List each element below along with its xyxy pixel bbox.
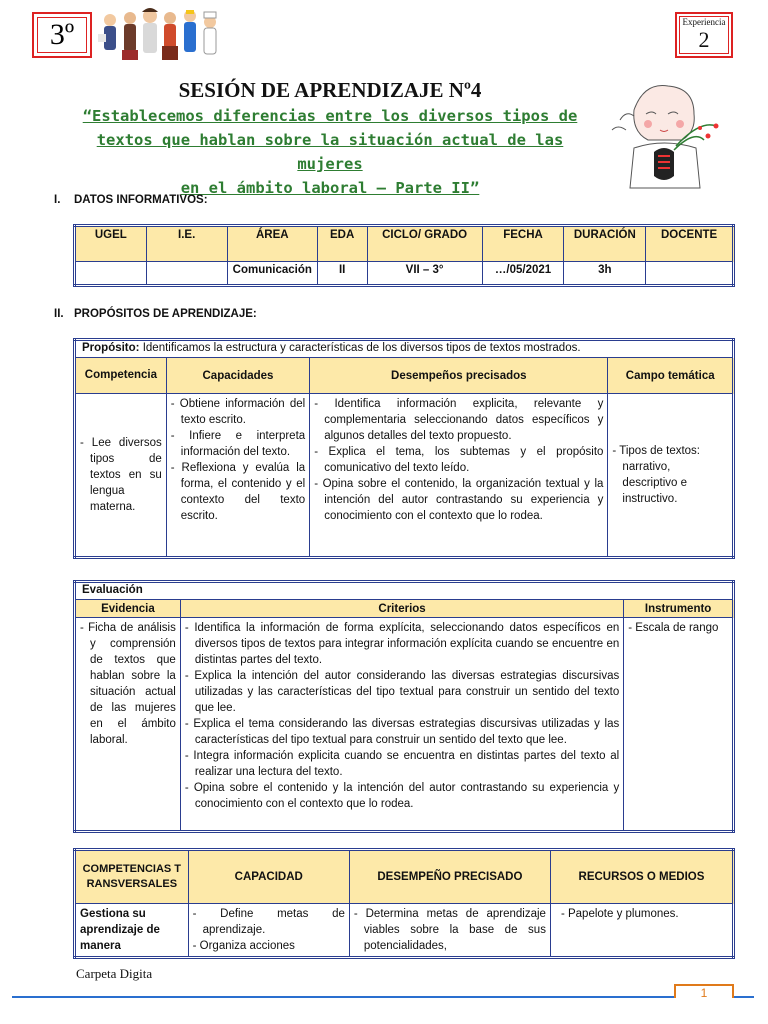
transversal-header-capacidad: CAPACIDAD bbox=[188, 850, 349, 904]
datos-header-docente: DOCENTE bbox=[646, 226, 734, 262]
list-item: - Escala de rango bbox=[628, 620, 728, 636]
footer-divider bbox=[12, 996, 754, 998]
proposito-text: Identificamos la estructura y características de los diversos tipos de textos mostrados. bbox=[142, 342, 581, 354]
list-item: - Explica el tema, los subtemas y el propósito comunicativo del texto leído. bbox=[314, 444, 603, 476]
datos-cell-docente bbox=[646, 262, 734, 286]
proposito-row bbox=[75, 340, 734, 358]
proposito-header-capacidades: Capacidades bbox=[166, 358, 309, 394]
transversal-header-desempeno: DESEMPEÑO PRECISADO bbox=[349, 850, 550, 904]
capacidades-cell bbox=[166, 394, 309, 558]
experience-number: 2 bbox=[698, 27, 710, 52]
datos-header-ugel: UGEL bbox=[75, 226, 147, 262]
grade-box bbox=[32, 12, 92, 58]
list-item: - Explica el tema considerando las diversas estrategias discursivas utilizadas y las características del tipo textual para construir un sentido del texto que lee. bbox=[185, 716, 619, 748]
list-item: - Opina sobre el contenido, la organización textual y la intención del autor contrastando su experiencia y conocimiento con el contexto que lo rodea. bbox=[314, 476, 603, 524]
evidencia-cell bbox=[75, 618, 181, 832]
list-item: - Lee diversos tipos de textos en su lengua materna. bbox=[80, 435, 162, 515]
transversal-header-competencias: COMPETENCIAS TRANSVERSALES bbox=[75, 850, 189, 904]
datos-cell-area: Comunicación bbox=[227, 262, 317, 286]
datos-cell-ie bbox=[146, 262, 227, 286]
session-subtitle bbox=[60, 104, 600, 200]
page-title: SESIÓN DE APRENDIZAJE Nº4 bbox=[178, 78, 482, 102]
datos-header-area: ÁREA bbox=[227, 226, 317, 262]
professions-illustration bbox=[96, 6, 226, 64]
list-item: - Determina metas de aprendizaje viables sobre la base de sus potencialidades, bbox=[354, 906, 546, 954]
datos-header-ciclo: CICLO/ GRADO bbox=[367, 226, 482, 262]
datos-header-ie: I.E. bbox=[146, 226, 227, 262]
criterios-cell bbox=[180, 618, 623, 832]
list-item: - Identifica información explicita, relevante y complementaria seleccionando datos específicos y algunos detalles del texto propuesto. bbox=[314, 396, 603, 444]
evaluacion-header-evidencia: Evidencia bbox=[75, 600, 181, 618]
campo-cell bbox=[608, 394, 734, 558]
transversal-desempeno-cell bbox=[349, 904, 550, 958]
list-item: - Obtiene información del texto escrito. bbox=[171, 396, 305, 428]
proposito-label: Propósito: bbox=[82, 342, 140, 354]
list-item: - Explica la intención del autor considerando las diversas estrategias discursivas utilizadas y las características del tipo textual para construir un sentido del texto que lee. bbox=[185, 668, 619, 716]
transversal-header-recursos: RECURSOS O MEDIOS bbox=[550, 850, 733, 904]
experience-box bbox=[675, 12, 733, 58]
list-item: - Papelote y plumones. bbox=[561, 906, 728, 922]
subtitle-line: textos que hablan sobre la situación actual de las mujeres bbox=[96, 131, 564, 173]
list-item: - Identifica la información de forma explícita, seleccionando datos específicos en diversos tipos de textos para integrar información explícita cuando se encuentre en distintas partes del texto. bbox=[185, 620, 619, 668]
datos-header-fecha: FECHA bbox=[482, 226, 564, 262]
list-item: - Ficha de análisis y comprensión de textos que hablan sobre la situación actual de las mujeres en el ámbito laboral. bbox=[80, 620, 176, 748]
section-propositos-heading: II. PROPÓSITOS DE APRENDIZAJE: bbox=[54, 308, 257, 320]
transversales-table bbox=[73, 848, 735, 959]
experience-label: Experiencia bbox=[682, 17, 726, 27]
section-datos-heading: I. DATOS INFORMATIVOS: bbox=[54, 194, 208, 206]
list-item: - Infiere e interpreta información del texto. bbox=[171, 428, 305, 460]
list-item: - Integra información explicita cuando se encuentra en distintas partes del texto al realizar una lectura del texto. bbox=[185, 748, 619, 780]
list-item: - Opina sobre el contenido y la intención del autor contrastando su experiencia y conocimiento con el contexto que lo rodea. bbox=[185, 780, 619, 812]
evaluacion-table bbox=[73, 580, 735, 833]
list-item: - Tipos de textos: narrativo, descriptivo e instructivo. bbox=[612, 443, 728, 507]
desempenos-cell bbox=[310, 394, 608, 558]
list-item: - Reflexiona y evalúa la forma, el contenido y el contexto del texto escrito. bbox=[171, 460, 305, 524]
propositos-table bbox=[73, 338, 735, 559]
transversal-capacidad-cell bbox=[188, 904, 349, 958]
datos-cell-ugel bbox=[75, 262, 147, 286]
datos-cell-duracion: 3h bbox=[564, 262, 646, 286]
datos-cell-fecha: …/05/2021 bbox=[482, 262, 564, 286]
woman-illustration bbox=[604, 80, 724, 192]
datos-cell-ciclo: VII – 3° bbox=[367, 262, 482, 286]
subtitle-line: en el ámbito laboral – Parte II” bbox=[180, 179, 480, 197]
transversal-recursos-cell bbox=[550, 904, 733, 958]
grade-label: 3º bbox=[37, 17, 87, 53]
instrumento-cell bbox=[624, 618, 734, 832]
competencia-cell bbox=[75, 394, 167, 558]
evaluacion-header-criterios: Criterios bbox=[180, 600, 623, 618]
page-number: 1 bbox=[674, 984, 734, 1006]
evaluacion-title: Evaluación bbox=[75, 582, 734, 600]
proposito-header-desempenos: Desempeños precisados bbox=[310, 358, 608, 394]
datos-table bbox=[73, 224, 735, 287]
evaluacion-header-instrumento: Instrumento bbox=[624, 600, 734, 618]
proposito-header-campo: Campo temática bbox=[608, 358, 734, 394]
list-item: - Organiza acciones bbox=[193, 938, 345, 954]
datos-cell-eda: II bbox=[317, 262, 367, 286]
subtitle-line: “Establecemos diferencias entre los diversos tipos de bbox=[82, 107, 578, 125]
list-item: - Define metas de aprendizaje. bbox=[193, 906, 345, 938]
transversal-competencia-cell: Gestiona su aprendizaje de manera bbox=[75, 904, 189, 958]
datos-header-duracion: DURACIÓN bbox=[564, 226, 646, 262]
datos-header-eda: EDA bbox=[317, 226, 367, 262]
footer-text: Carpeta Digita bbox=[76, 966, 153, 981]
proposito-header-competencia: Competencia bbox=[75, 358, 167, 394]
